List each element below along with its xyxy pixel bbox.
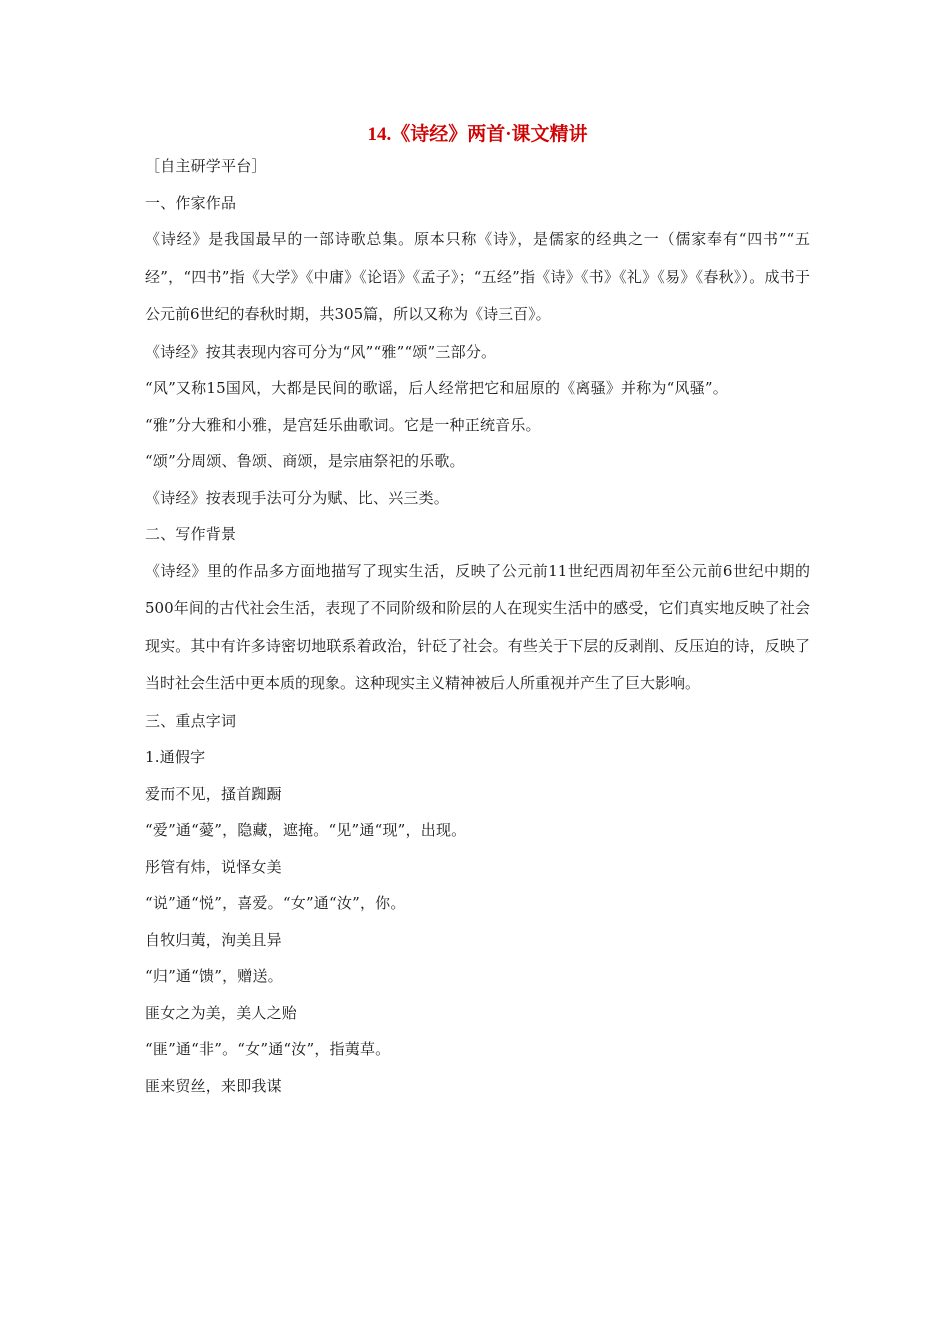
list-item: 匪来贸丝，来即我谋 xyxy=(145,1076,282,1095)
section-heading-vocabulary: 三、重点字词 xyxy=(145,711,237,730)
section-heading-background: 二、写作背景 xyxy=(145,525,237,543)
list-item: “爱”通“薆”，隐藏，遮掩。“见”通“现”，出现。 xyxy=(145,821,467,839)
list-item: 爱而不见，搔首踟蹰 xyxy=(145,784,282,803)
paragraph-feng: “风”又称15国风，大都是民间的歌谣，后人经常把它和屈原的《离骚》并称为“风骚”。 xyxy=(145,379,728,397)
list-item: “归”通“馈”，赠送。 xyxy=(145,967,283,985)
paragraph-techniques: 《诗经》按表现手法可分为赋、比、兴三类。 xyxy=(145,488,450,507)
section-tag: ［自主研学平台］ xyxy=(145,157,267,175)
document-page xyxy=(145,118,810,1104)
list-item: 自牧归荑，洵美且异 xyxy=(145,930,282,949)
paragraph-background: 《诗经》里的作品多方面地描写了现实生活，反映了公元前11世纪西周初年至公元前6世纪中期的500年间的古代社会生活，表现了不同阶级和阶层的人在现实生活中的感受，它们真实地反映了社会现实。其中有许多诗密切地联系着政治，针砭了社会。有些关于下层的反剥削、反压迫的诗，反映了当时社会生活中更本质的现象。这种现实主义精神被后人所重视并产生了巨大影响。 xyxy=(145,561,810,692)
list-item: 匪女之为美，美人之贻 xyxy=(145,1003,298,1022)
paragraph-song: “颂”分周颂、鲁颂、商颂，是宗庙祭祀的乐歌。 xyxy=(145,452,465,470)
list-item: 彤管有炜，说怿女美 xyxy=(145,857,282,876)
list-item: “匪”通“非”。“女”通“汝”，指荑草。 xyxy=(145,1040,391,1058)
section-heading-authors: 一、作家作品 xyxy=(145,193,237,212)
paragraph-ya: “雅”分大雅和小雅，是宫廷乐曲歌词。它是一种正统音乐。 xyxy=(145,415,541,434)
subheading-tongjiazi: 1.通假字 xyxy=(145,748,206,766)
paragraph-intro: 《诗经》是我国最早的一部诗歌总集。原本只称《诗》，是儒家的经典之一（儒家奉有“四书”“五经”，“四书”指《大学》《中庸》《论语》《孟子》；“五经”指《诗》《书》《礼》《易》《春秋》）。成书于公元前6世纪的春秋时期，共305篇，所以又称为《诗三百》。 xyxy=(145,230,810,323)
list-item: “说”通“悦”，喜爱。“女”通“汝”，你。 xyxy=(145,894,406,912)
paragraph-content-categories: 《诗经》按其表现内容可分为“风”“雅”“颂”三部分。 xyxy=(145,342,497,361)
document-title: 14.《诗经》两首·课文精讲 xyxy=(367,124,588,145)
